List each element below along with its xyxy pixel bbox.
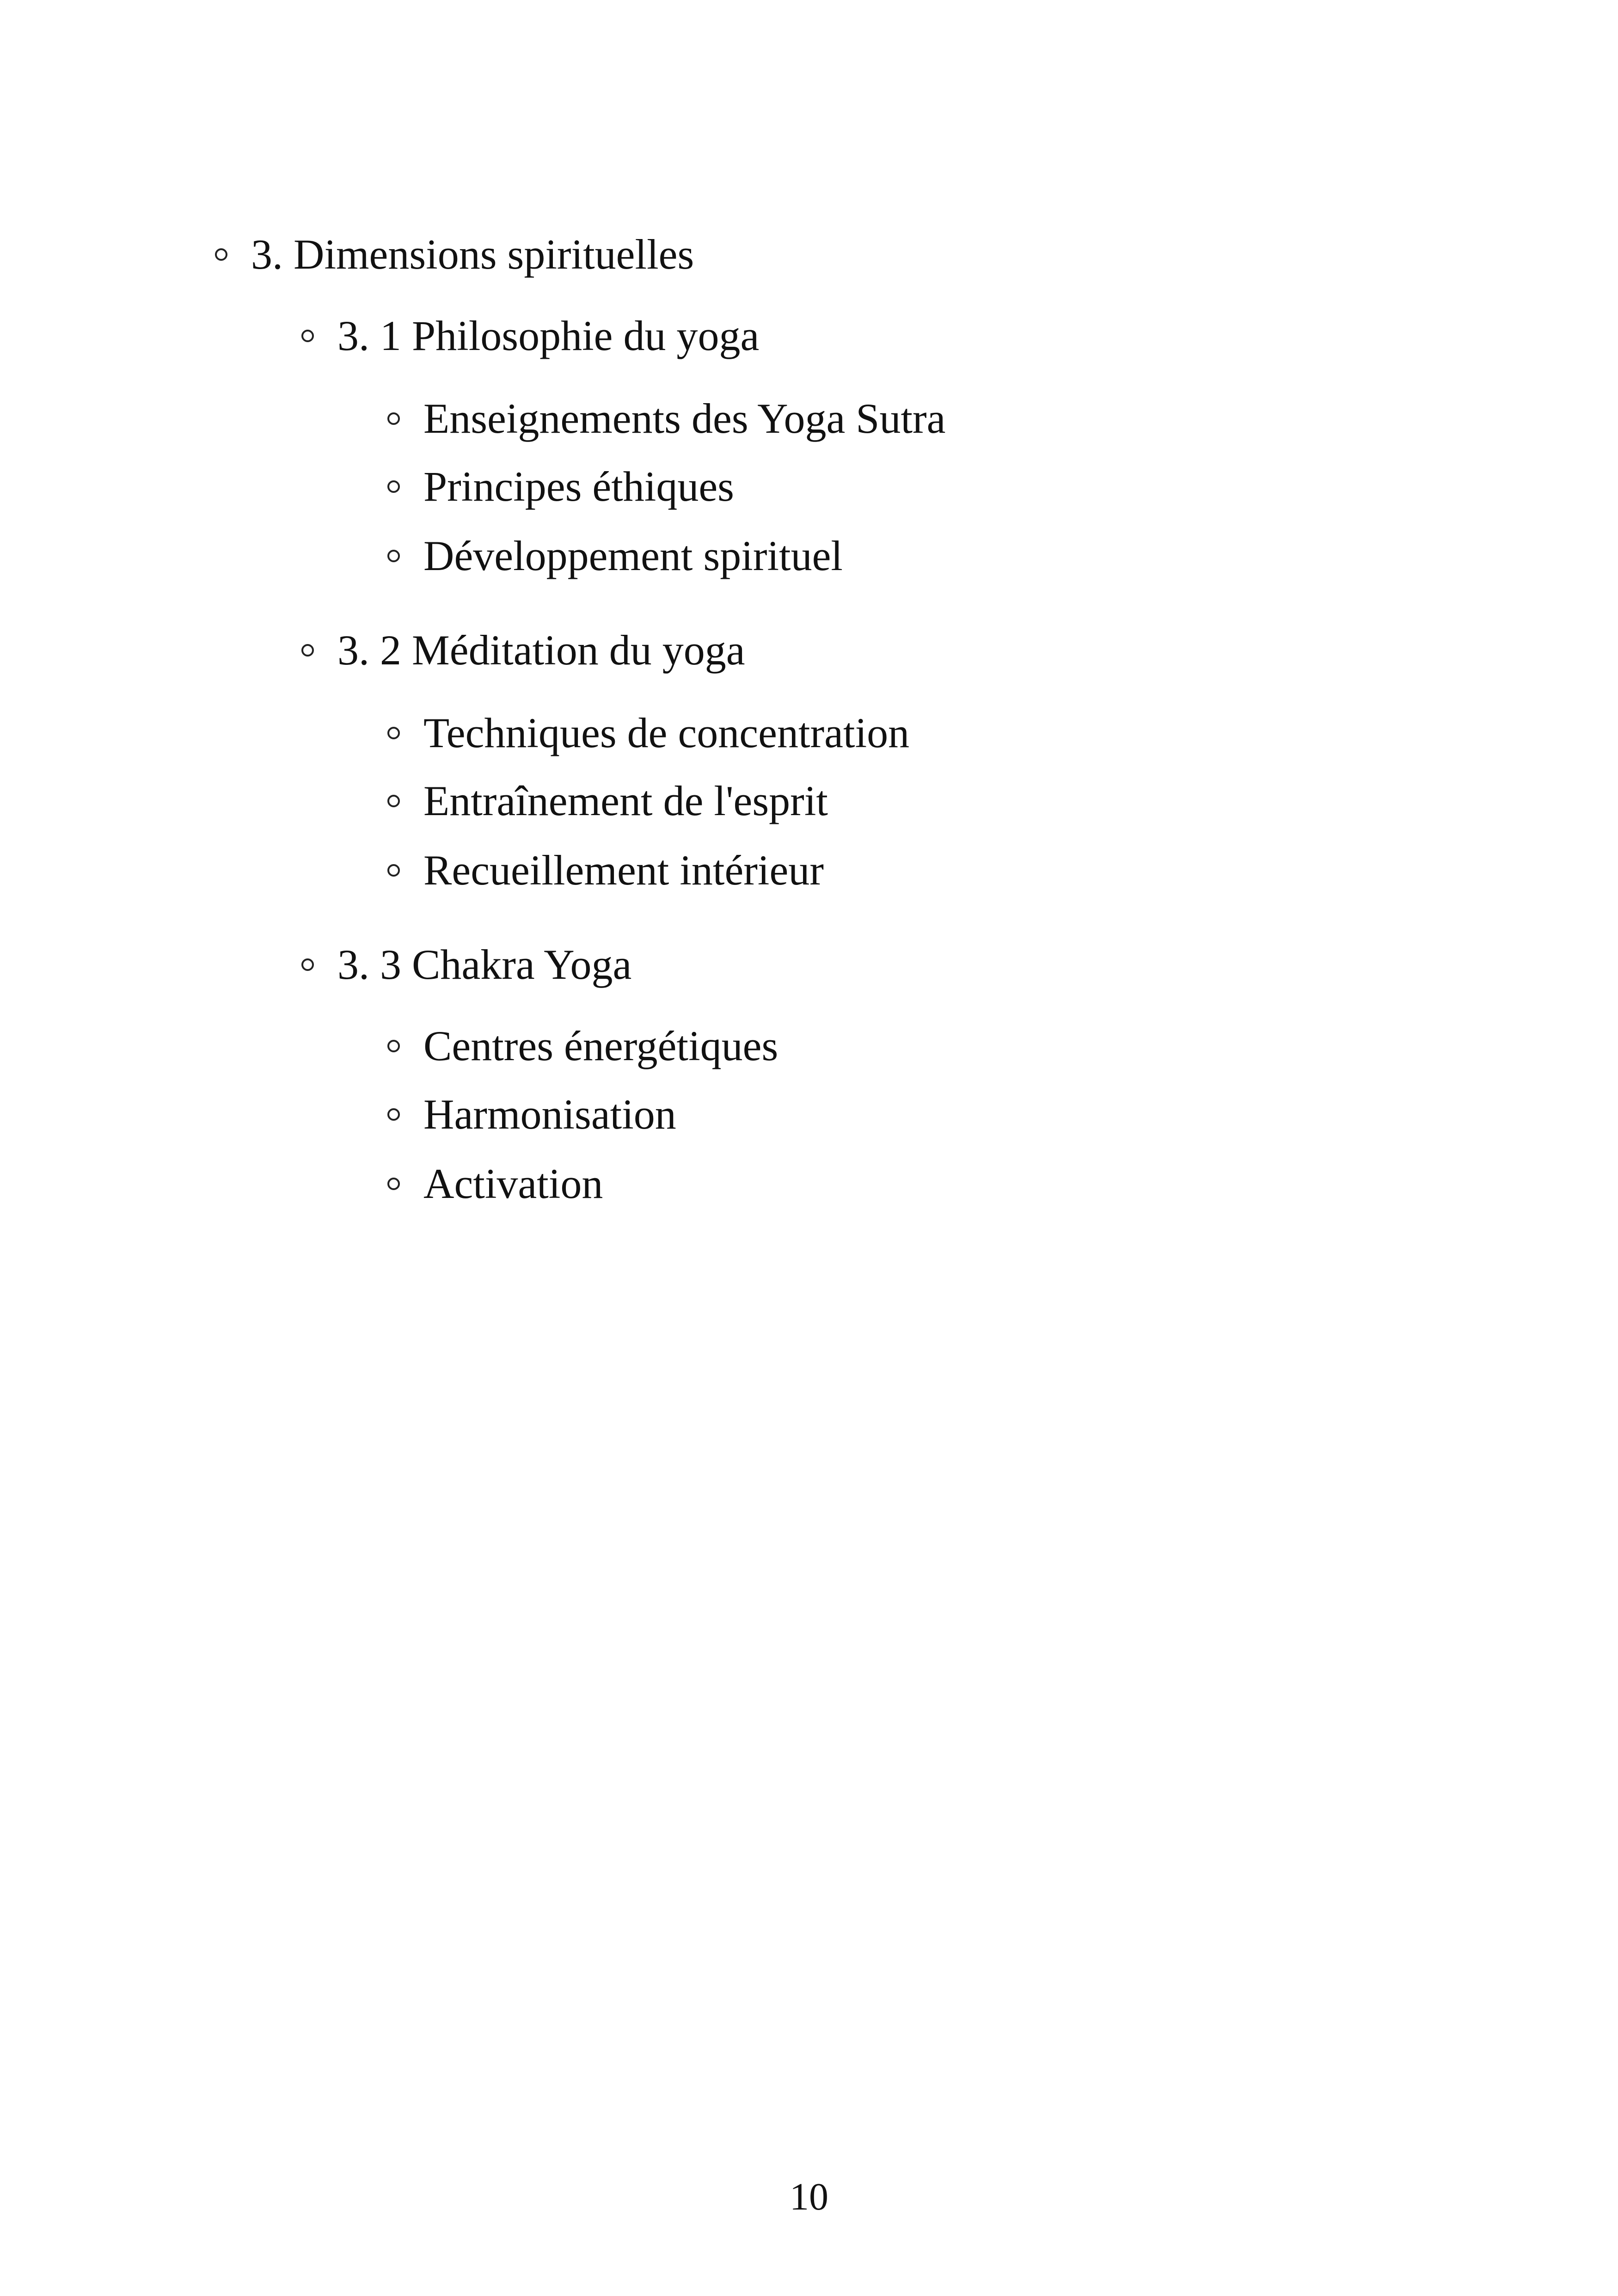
outline-heading: 3. Dimensions spirituelles <box>251 231 694 278</box>
hollow-bullet-icon <box>387 1178 400 1190</box>
outline-item-level1 <box>215 222 694 287</box>
hollow-bullet-icon <box>387 864 400 877</box>
sub-item-label: Recueillement intérieur <box>423 847 824 894</box>
outline-item-sub <box>387 768 828 833</box>
outline-item-sub <box>387 1151 603 1216</box>
outline-item-section <box>301 618 745 682</box>
hollow-bullet-icon <box>387 412 400 425</box>
section-label: 3. 1 Philosophie du yoga <box>337 312 760 359</box>
sub-item-label: Enseignements des Yoga Sutra <box>423 395 946 442</box>
hollow-bullet-icon <box>387 550 400 562</box>
outline-item-section <box>301 932 631 997</box>
sub-item-label: Développement spirituel <box>423 532 843 579</box>
hollow-bullet-icon <box>387 1040 400 1052</box>
outline-item-section <box>301 303 759 368</box>
outline-item-sub <box>387 386 945 451</box>
outline-item-sub <box>387 523 843 588</box>
sub-item-label: Principes éthiques <box>423 463 734 510</box>
outline-item-sub <box>387 454 734 519</box>
sub-item-label: Entraînement de l'esprit <box>423 777 828 824</box>
hollow-bullet-icon <box>387 727 400 739</box>
hollow-bullet-icon <box>301 958 314 971</box>
hollow-bullet-icon <box>387 1108 400 1121</box>
hollow-bullet-icon <box>387 480 400 493</box>
hollow-bullet-icon <box>215 248 227 261</box>
hollow-bullet-icon <box>301 330 314 342</box>
sub-item-label: Techniques de concentration <box>423 709 910 756</box>
outline-item-sub <box>387 838 824 902</box>
page-number: 10 <box>790 2175 828 2218</box>
outline-item-sub <box>387 1013 778 1078</box>
sub-item-label: Centres énergétiques <box>423 1022 778 1069</box>
sub-item-label: Harmonisation <box>423 1091 676 1138</box>
sub-item-label: Activation <box>423 1160 603 1207</box>
hollow-bullet-icon <box>387 795 400 807</box>
hollow-bullet-icon <box>301 644 314 657</box>
outline-item-sub <box>387 1082 676 1147</box>
section-label: 3. 3 Chakra Yoga <box>337 941 632 988</box>
section-label: 3. 2 Méditation du yoga <box>337 626 745 674</box>
outline-item-sub <box>387 700 909 765</box>
